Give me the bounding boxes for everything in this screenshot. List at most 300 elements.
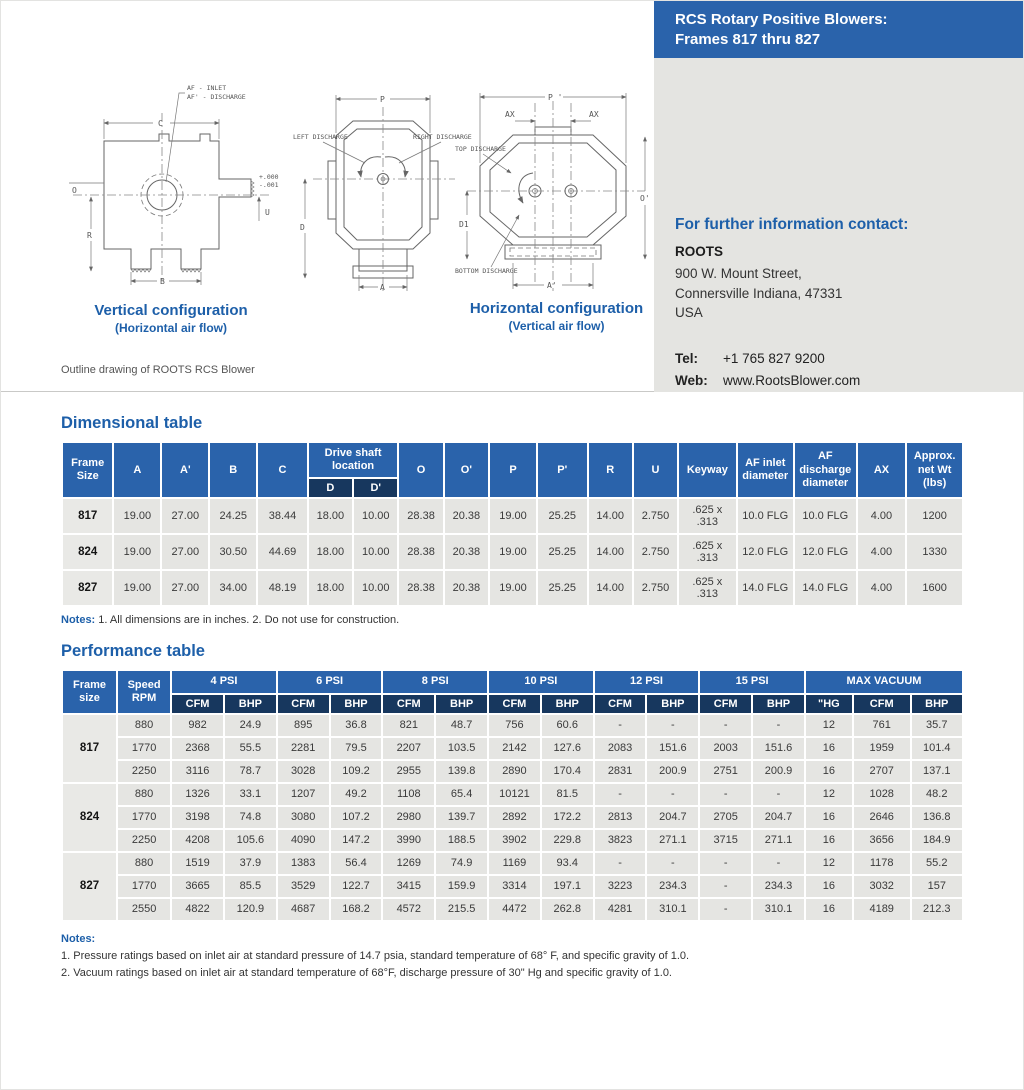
perf-value-cell: 262.8 [542,899,593,920]
perf-value-cell: - [700,853,751,874]
performance-table-heading: Performance table [61,642,205,661]
perf-value-cell: 107.2 [331,807,382,828]
performance-table [61,669,964,921]
tolerance-minus-label: -.001 [259,181,279,189]
perf-value-cell: 212.3 [912,899,962,920]
perf-value-cell: - [753,715,804,736]
speed-rpm-cell: 880 [118,853,170,874]
table-row [63,738,962,759]
perf-subcol-bhp: BHP [912,695,962,713]
perf-subcol-cfm: CFM [700,695,751,713]
dim-value-cell: 28.38 [399,535,442,569]
perf-value-cell: 10121 [489,784,540,805]
speed-rpm-cell: 2550 [118,899,170,920]
dim-value-cell: 19.00 [114,535,160,569]
frame-size-cell: 817 [63,499,112,533]
dim-col-drive-shaft: Drive shaft location [309,443,398,477]
dim-c-label: C [158,119,163,128]
perf-value-cell: 137.1 [912,761,962,782]
perf-value-cell: 16 [806,876,852,897]
perf-value-cell: 2980 [383,807,434,828]
dim-value-cell: 30.50 [210,535,256,569]
table-row [63,499,962,533]
perf-value-cell: 3529 [278,876,329,897]
right-discharge-label: RIGHT DISCHARGE [413,133,472,141]
dim-value-cell: 10.00 [354,571,397,605]
contact-panel [654,58,1023,392]
dim-value-cell: 10.0 FLG [738,499,793,533]
perf-value-cell: 3656 [854,830,910,851]
dim-value-cell: 24.25 [210,499,256,533]
perf-value-cell: 271.1 [753,830,804,851]
dim-value-cell: 19.00 [490,571,536,605]
perf-value-cell: 310.1 [753,899,804,920]
perf-value-cell: 157 [912,876,962,897]
dim-col-after-5: U [634,443,677,497]
perf-value-cell: 756 [489,715,540,736]
dim-value-cell: .625 x .313 [679,535,735,569]
perf-value-cell: 1108 [383,784,434,805]
dimensional-notes-text: 1. All dimensions are in inches. 2. Do not use for construction. [98,614,400,627]
dim-col-after-3: P' [538,443,587,497]
dimensional-table-head [63,443,962,497]
dim-o-prime-label: O' [640,194,650,203]
frame-size-cell: 824 [63,535,112,569]
dim-b-label: B [160,277,165,286]
dim-a-label: A [380,283,385,292]
content-area [1,392,1023,982]
dim-o-label: O [72,186,77,195]
perf-value-cell: 24.9 [225,715,276,736]
perf-value-cell: 16 [806,807,852,828]
dim-value-cell: 1330 [907,535,962,569]
dim-value-cell: 14.00 [589,535,632,569]
perf-value-cell: 101.4 [912,738,962,759]
table-row [63,761,962,782]
perf-col-psi-2: 8 PSI [383,671,487,692]
dim-col-2: B [210,443,256,497]
table-row [63,830,962,851]
perf-value-cell: 4472 [489,899,540,920]
dim-value-cell: 14.0 FLG [738,571,793,605]
vertical-config-caption [56,302,286,335]
dim-header-row-1 [63,443,962,477]
table-row [63,853,962,874]
perf-value-cell: 4822 [172,899,223,920]
perf-value-cell: 3665 [172,876,223,897]
dim-value-cell: 18.00 [309,499,352,533]
perf-value-cell: 48.2 [912,784,962,805]
frame-size-cell: 817 [63,715,116,782]
perf-value-cell: 3223 [595,876,646,897]
dim-u-label: U [265,208,270,217]
perf-value-cell: 2705 [700,807,751,828]
perf-value-cell: 1269 [383,853,434,874]
perf-value-cell: 3823 [595,830,646,851]
dim-value-cell: 18.00 [309,571,352,605]
dim-value-cell: 34.00 [210,571,256,605]
address-line: 900 W. Mount Street, [675,266,802,281]
dim-value-cell: 12.0 FLG [795,535,856,569]
dim-value-cell: 48.19 [258,571,307,605]
perf-col-psi-3: 10 PSI [489,671,593,692]
dim-value-cell: 14.0 FLG [795,571,856,605]
perf-col-frame: Frame size [63,671,116,712]
tel-value: +1 765 827 9200 [723,350,825,366]
perf-value-cell: 37.9 [225,853,276,874]
dim-value-cell: 25.25 [538,571,587,605]
perf-value-cell: 200.9 [647,761,698,782]
perf-value-cell: 2207 [383,738,434,759]
dim-value-cell: 20.38 [445,499,488,533]
af-inlet-label: AF - INLET [187,84,227,92]
speed-rpm-cell: 1770 [118,738,170,759]
perf-value-cell: 3080 [278,807,329,828]
perf-value-cell: 16 [806,830,852,851]
perf-value-cell: 4281 [595,899,646,920]
dim-col-frame: Frame Size [63,443,112,497]
perf-value-cell: 168.2 [331,899,382,920]
dimensional-table [61,441,964,607]
vertical-config-title: Vertical configuration [94,302,248,319]
dim-value-cell: 19.00 [490,535,536,569]
speed-rpm-cell: 880 [118,715,170,736]
perf-header-row-2 [63,695,962,713]
perf-value-cell: 3032 [854,876,910,897]
perf-value-cell: 1178 [854,853,910,874]
web-value: www.RootsBlower.com [723,372,861,388]
perf-col-psi-5: 15 PSI [700,671,804,692]
perf-value-cell: 103.5 [436,738,487,759]
perf-value-cell: 229.8 [542,830,593,851]
perf-value-cell: 122.7 [331,876,382,897]
address-line: USA [675,305,703,321]
perf-value-cell: 895 [278,715,329,736]
perf-value-cell: 234.3 [753,876,804,897]
dim-value-cell: 25.25 [538,535,587,569]
perf-value-cell: 60.6 [542,715,593,736]
perf-subcol-cfm: CFM [854,695,910,713]
table-row [63,784,962,805]
perf-value-cell: 127.6 [542,738,593,759]
perf-value-cell: 78.7 [225,761,276,782]
perf-value-cell: 55.5 [225,738,276,759]
perf-value-cell: 136.8 [912,807,962,828]
table-row [63,535,962,569]
perf-value-cell: 147.2 [331,830,382,851]
perf-value-cell: 105.6 [225,830,276,851]
horizontal-config-title: Horizontal configuration [469,300,644,317]
perf-value-cell: - [595,784,646,805]
perf-value-cell: 188.5 [436,830,487,851]
perf-value-cell: 821 [383,715,434,736]
vertical-config-subtitle: (Horizontal air flow) [115,321,227,335]
dim-value-cell: 38.44 [258,499,307,533]
speed-rpm-cell: 1770 [118,876,170,897]
perf-value-cell: 204.7 [647,807,698,828]
perf-value-cell: 12 [806,784,852,805]
horizontal-config-caption [439,300,674,333]
perf-value-cell: 1959 [854,738,910,759]
perf-value-cell: 3990 [383,830,434,851]
dim-col-after-4: R [589,443,632,497]
outline-drawing-note: Outline drawing of ROOTS RCS Blower [61,364,255,376]
perf-value-cell: 81.5 [542,784,593,805]
dim-col-after-1: O' [445,443,488,497]
dim-col-after-10: Approx. net Wt (lbs) [907,443,962,497]
perf-value-cell: - [753,853,804,874]
dim-value-cell: 27.00 [162,535,208,569]
dim-value-cell: 19.00 [490,499,536,533]
dim-col-1: A' [162,443,208,497]
perf-value-cell: 172.2 [542,807,593,828]
table-row [63,807,962,828]
drawings-area [1,1,656,392]
frame-size-cell: 824 [63,784,116,851]
web-label: Web: [675,372,708,388]
perf-value-cell: 16 [806,899,852,920]
perf-value-cell: 74.9 [436,853,487,874]
frame-size-cell: 827 [63,571,112,605]
perf-value-cell: 4572 [383,899,434,920]
perf-subcol-cfm: CFM [383,695,434,713]
perf-value-cell: 1169 [489,853,540,874]
perf-col-psi-4: 12 PSI [595,671,699,692]
perf-value-cell: - [700,784,751,805]
dim-d-label: D [300,223,305,232]
perf-value-cell: 271.1 [647,830,698,851]
web-row [675,373,1023,388]
perf-value-cell: 16 [806,738,852,759]
dim-value-cell: 10.00 [354,535,397,569]
tel-label: Tel: [675,350,698,366]
perf-subcol-bhp: BHP [647,695,698,713]
perf-value-cell: 12 [806,715,852,736]
perf-value-cell: 170.4 [542,761,593,782]
dim-value-cell: 2.750 [634,535,677,569]
perf-value-cell: 2646 [854,807,910,828]
bottom-discharge-label: BOTTOM DISCHARGE [455,267,518,275]
perf-value-cell: - [700,715,751,736]
perf-value-cell: 2003 [700,738,751,759]
perf-value-cell: - [753,784,804,805]
dim-subcol-d-prime: D' [354,479,397,497]
dim-value-cell: 4.00 [858,571,906,605]
dimensional-table-heading: Dimensional table [61,414,203,432]
dim-ax-right-label: AX [589,110,599,119]
top-section [1,1,1023,392]
perf-subcol-cfm: CFM [489,695,540,713]
perf-value-cell: 3314 [489,876,540,897]
address-line: Connersville Indiana, 47331 [675,285,843,301]
perf-col-speed: Speed RPM [118,671,170,712]
dim-value-cell: 44.69 [258,535,307,569]
dim-col-0: A [114,443,160,497]
dim-value-cell: 19.00 [114,571,160,605]
dim-value-cell: .625 x .313 [679,571,735,605]
banner-title-line2: Frames 817 thru 827 [675,30,821,48]
dim-p-prime-label: P ' [548,93,563,102]
dim-value-cell: 25.25 [538,499,587,533]
tolerance-plus-label: +.000 [259,173,279,181]
perf-value-cell: 139.8 [436,761,487,782]
perf-value-cell: 12 [806,853,852,874]
perf-value-cell: 49.2 [331,784,382,805]
dim-value-cell: 12.0 FLG [738,535,793,569]
dim-p-label: P [380,95,385,104]
perf-value-cell: 1207 [278,784,329,805]
perf-value-cell: 2083 [595,738,646,759]
perf-value-cell: 215.5 [436,899,487,920]
perf-value-cell: 159.9 [436,876,487,897]
horizontal-config-drawing [453,83,659,299]
perf-value-cell: 204.7 [753,807,804,828]
perf-value-cell: 761 [854,715,910,736]
dim-col-after-9: AX [858,443,906,497]
speed-rpm-cell: 880 [118,784,170,805]
perf-value-cell: 151.6 [647,738,698,759]
frame-size-cell: 827 [63,853,116,920]
performance-notes [61,931,964,982]
dim-value-cell: 18.00 [309,535,352,569]
perf-subcol-cfm: CFM [172,695,223,713]
perf-value-cell: - [700,876,751,897]
dim-value-cell: .625 x .313 [679,499,735,533]
table-row [63,571,962,605]
perf-value-cell: - [595,853,646,874]
perf-value-cell: 2813 [595,807,646,828]
perf-value-cell: 1519 [172,853,223,874]
dim-value-cell: 20.38 [445,535,488,569]
contact-heading: For further information contact: [675,216,909,233]
perf-value-cell: 120.9 [225,899,276,920]
perf-value-cell: 2890 [489,761,540,782]
perf-value-cell: 3028 [278,761,329,782]
performance-note-line: 2. Vacuum ratings based on inlet air at standard temperature of 68°F, discharge pressure of 30" Hg and specific gravity of 1.0. [61,966,672,979]
perf-value-cell: 2281 [278,738,329,759]
perf-subcol-hg: "HG [806,695,852,713]
perf-value-cell: 4090 [278,830,329,851]
perf-value-cell: 4189 [854,899,910,920]
perf-subcol-cfm: CFM [595,695,646,713]
dim-value-cell: 2.750 [634,571,677,605]
perf-value-cell: 2142 [489,738,540,759]
perf-value-cell: 184.9 [912,830,962,851]
perf-value-cell: 3715 [700,830,751,851]
dim-value-cell: 1600 [907,571,962,605]
dim-value-cell: 28.38 [399,571,442,605]
perf-col-psi-0: 4 PSI [172,671,276,692]
dimensional-notes-label: Notes: [61,614,96,627]
perf-value-cell: 3198 [172,807,223,828]
dim-col-after-0: O [399,443,442,497]
top-discharge-label: TOP DISCHARGE [455,145,506,153]
banner-title-line1: RCS Rotary Positive Blowers: [675,11,888,28]
perf-value-cell: 3116 [172,761,223,782]
dim-value-cell: 14.00 [589,499,632,533]
perf-value-cell: 151.6 [753,738,804,759]
perf-value-cell: 4687 [278,899,329,920]
dim-value-cell: 1200 [907,499,962,533]
dimensional-notes [61,614,964,626]
dim-a-prime-label: A' [547,281,557,290]
perf-value-cell: - [647,784,698,805]
performance-table-head [63,671,962,712]
perf-value-cell: 1028 [854,784,910,805]
perf-value-cell: 93.4 [542,853,593,874]
perf-value-cell: 3902 [489,830,540,851]
perf-value-cell: 2892 [489,807,540,828]
perf-value-cell: 48.7 [436,715,487,736]
perf-value-cell: 35.7 [912,715,962,736]
performance-table-body [63,715,962,920]
perf-header-row-1 [63,671,962,692]
perf-value-cell: 2955 [383,761,434,782]
perf-subcol-bhp: BHP [542,695,593,713]
dim-r-label: R [87,231,92,240]
perf-value-cell: - [647,853,698,874]
dim-value-cell: 19.00 [114,499,160,533]
performance-notes-label: Notes: [61,932,96,945]
dim-value-cell: 10.0 FLG [795,499,856,533]
perf-value-cell: 197.1 [542,876,593,897]
title-banner [654,1,1023,58]
dimensional-table-body [63,499,962,605]
company-name: ROOTS [675,244,724,259]
perf-value-cell: 200.9 [753,761,804,782]
af-discharge-label: AF' - DISCHARGE [187,93,246,101]
perf-value-cell: 234.3 [647,876,698,897]
speed-rpm-cell: 2250 [118,830,170,851]
dim-col-after-2: P [490,443,536,497]
dim-value-cell: 10.00 [354,499,397,533]
perf-value-cell: 74.8 [225,807,276,828]
perf-value-cell: 1383 [278,853,329,874]
table-row [63,899,962,920]
performance-note-line: 1. Pressure ratings based on inlet air at standard pressure of 14.7 psia, standard temperature of 68° F, and specific gravity of 1.0. [61,949,690,962]
dim-value-cell: 27.00 [162,499,208,533]
vertical-config-front-drawing [69,79,297,297]
perf-value-cell: 55.2 [912,853,962,874]
perf-value-cell: 2831 [595,761,646,782]
dim-value-cell: 20.38 [445,571,488,605]
speed-rpm-cell: 2250 [118,761,170,782]
dim-value-cell: 4.00 [858,535,906,569]
perf-value-cell: 310.1 [647,899,698,920]
left-discharge-label: LEFT DISCHARGE [293,133,348,141]
tel-row [675,351,1023,366]
dim-subcol-d: D [309,479,352,497]
perf-value-cell: - [595,715,646,736]
dim-value-cell: 28.38 [399,499,442,533]
perf-value-cell: 16 [806,761,852,782]
perf-value-cell: 79.5 [331,738,382,759]
dim-value-cell: 2.750 [634,499,677,533]
perf-value-cell: 33.1 [225,784,276,805]
perf-subcol-bhp: BHP [753,695,804,713]
perf-value-cell: 982 [172,715,223,736]
dim-value-cell: 4.00 [858,499,906,533]
dim-d1-label: D1 [459,220,469,229]
perf-subcol-bhp: BHP [436,695,487,713]
perf-value-cell: 36.8 [331,715,382,736]
perf-subcol-bhp: BHP [331,695,382,713]
dim-col-after-6: Keyway [679,443,735,497]
perf-value-cell: 65.4 [436,784,487,805]
perf-value-cell: 56.4 [331,853,382,874]
perf-value-cell: 1326 [172,784,223,805]
table-row [63,715,962,736]
